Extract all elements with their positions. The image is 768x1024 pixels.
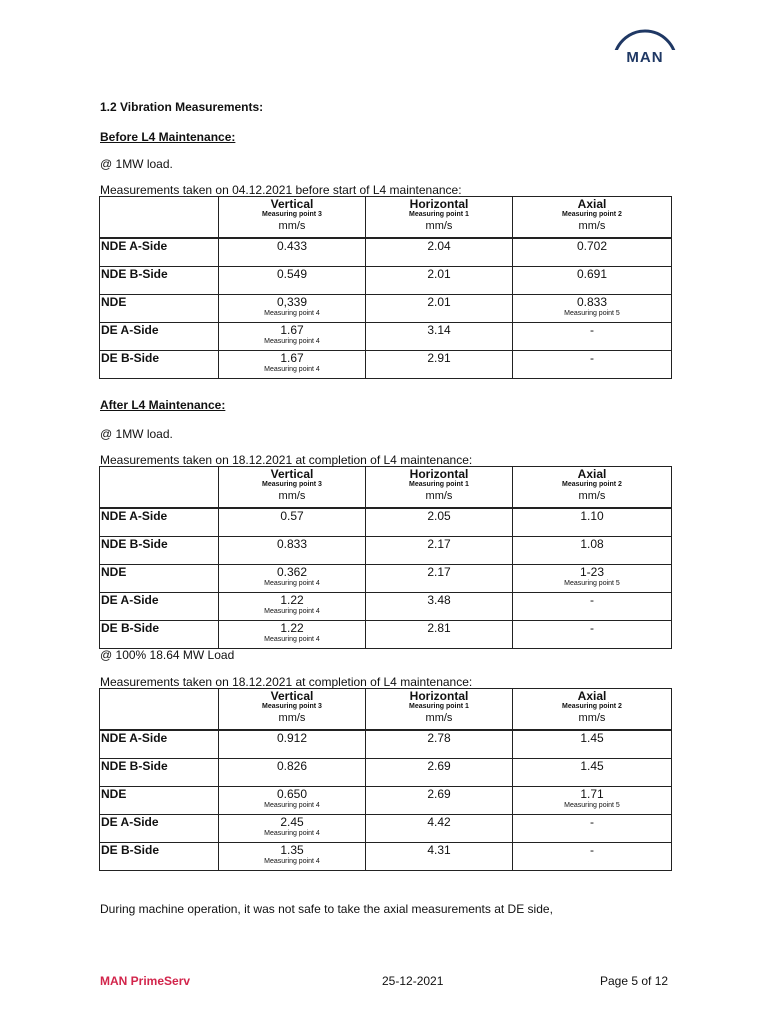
axial-value: - <box>590 815 594 829</box>
vertical-value: 0.650 <box>276 787 308 801</box>
table-row <box>100 730 672 759</box>
header-unit: mm/s <box>425 712 453 724</box>
table-row <box>100 787 672 815</box>
vertical-value: 1.22 <box>280 621 304 635</box>
horizontal-value: 2.81 <box>427 621 451 635</box>
section-title: 1.2 Vibration Measurements: <box>100 100 264 114</box>
header-empty-cell <box>100 689 219 731</box>
table-header-row <box>100 467 672 509</box>
header-cell <box>219 197 366 239</box>
axial-cell <box>513 730 672 759</box>
axial-note: Measuring point 5 <box>564 802 620 809</box>
axial-value: 1.45 <box>580 731 604 745</box>
before-load: @ 1MW load. <box>100 157 173 171</box>
table-row <box>100 593 672 621</box>
header-cell <box>513 197 672 239</box>
vertical-cell <box>219 351 366 379</box>
vertical-cell <box>219 593 366 621</box>
axial-note: Measuring point 5 <box>564 310 620 317</box>
row-label: NDE A-Side <box>100 508 219 537</box>
vertical-cell <box>219 843 366 871</box>
measurement-table-2 <box>99 466 672 649</box>
vertical-value: 0.362 <box>276 565 308 579</box>
axial-cell <box>513 621 672 649</box>
vertical-note: Measuring point 4 <box>264 338 320 345</box>
horizontal-value: 2.01 <box>427 267 451 281</box>
axial-value: - <box>590 621 594 635</box>
axial-note: Measuring point 5 <box>564 580 620 587</box>
header-name: Axial <box>577 197 607 211</box>
table-row <box>100 621 672 649</box>
table-row <box>100 323 672 351</box>
vertical-note: Measuring point 4 <box>264 802 320 809</box>
vertical-value: 0.826 <box>276 759 308 773</box>
vertical-value: 1.35 <box>280 843 304 857</box>
after-load: @ 1MW load. <box>100 427 173 441</box>
vertical-value: 1.67 <box>280 323 304 337</box>
horizontal-value: 2.04 <box>427 239 451 253</box>
horizontal-cell <box>366 730 513 759</box>
vertical-value: 0.57 <box>280 509 304 523</box>
horizontal-cell <box>366 565 513 593</box>
row-label: DE A-Side <box>100 323 219 351</box>
horizontal-value: 2.91 <box>427 351 451 365</box>
table-row <box>100 351 672 379</box>
header-name: Horizontal <box>409 197 469 211</box>
axial-cell <box>513 759 672 787</box>
vertical-cell <box>219 565 366 593</box>
vertical-cell <box>219 730 366 759</box>
header-measuring-point: Measuring point 1 <box>409 211 469 218</box>
header-unit: mm/s <box>278 220 306 232</box>
header-measuring-point: Measuring point 2 <box>562 703 622 710</box>
axial-cell <box>513 508 672 537</box>
horizontal-cell <box>366 537 513 565</box>
row-label: NDE B-Side <box>100 537 219 565</box>
vertical-cell <box>219 787 366 815</box>
vertical-cell <box>219 323 366 351</box>
axial-cell <box>513 537 672 565</box>
table-row <box>100 565 672 593</box>
vertical-note: Measuring point 4 <box>264 636 320 643</box>
vertical-note: Measuring point 4 <box>264 608 320 615</box>
vertical-cell <box>219 537 366 565</box>
vertical-note: Measuring point 4 <box>264 310 320 317</box>
table3-caption: Measurements taken on 18.12.2021 at completion of L4 maintenance: <box>100 675 473 689</box>
header-unit: mm/s <box>578 712 606 724</box>
axial-value: 1.45 <box>580 759 604 773</box>
row-label: DE A-Side <box>100 815 219 843</box>
table-row <box>100 267 672 295</box>
row-label: NDE A-Side <box>100 238 219 267</box>
header-unit: mm/s <box>578 490 606 502</box>
table-row <box>100 537 672 565</box>
row-label: NDE B-Side <box>100 759 219 787</box>
footer-date: 25-12-2021 <box>382 974 444 988</box>
header-empty-cell <box>100 467 219 509</box>
vertical-value: 0.912 <box>276 731 308 745</box>
axial-cell <box>513 815 672 843</box>
vertical-cell <box>219 238 366 267</box>
horizontal-cell <box>366 267 513 295</box>
horizontal-cell <box>366 508 513 537</box>
axial-cell <box>513 787 672 815</box>
logo-text: MAN <box>626 49 664 66</box>
header-name: Axial <box>577 689 607 703</box>
axial-value: 0.833 <box>576 295 608 309</box>
vertical-cell <box>219 295 366 323</box>
axial-cell <box>513 351 672 379</box>
horizontal-value: 2.05 <box>427 509 451 523</box>
horizontal-value: 2.17 <box>427 565 451 579</box>
table-header-row <box>100 689 672 731</box>
vertical-cell <box>219 508 366 537</box>
table1-caption: Measurements taken on 04.12.2021 before start of L4 maintenance: <box>100 183 462 197</box>
vertical-note: Measuring point 4 <box>264 858 320 865</box>
axial-cell <box>513 565 672 593</box>
table2-caption: Measurements taken on 18.12.2021 at completion of L4 maintenance: <box>100 453 473 467</box>
horizontal-value: 2.78 <box>427 731 451 745</box>
header-cell <box>366 197 513 239</box>
footer-brand: MAN PrimeServ <box>100 974 191 988</box>
vertical-note: Measuring point 4 <box>264 366 320 373</box>
horizontal-value: 4.31 <box>427 843 451 857</box>
axial-value: 0.691 <box>576 267 608 281</box>
row-label: DE B-Side <box>100 843 219 871</box>
row-label: NDE <box>100 787 219 815</box>
horizontal-value: 4.42 <box>427 815 451 829</box>
note-text: During machine operation, it was not safe to take the axial measurements at DE side, <box>100 902 553 916</box>
table-row <box>100 759 672 787</box>
row-label: NDE A-Side <box>100 730 219 759</box>
header-measuring-point: Measuring point 3 <box>262 703 322 710</box>
table-row <box>100 843 672 871</box>
axial-cell <box>513 843 672 871</box>
axial-value: - <box>590 323 594 337</box>
vertical-value: 0.433 <box>276 239 308 253</box>
header-empty-cell <box>100 197 219 239</box>
header-name: Vertical <box>270 467 314 481</box>
axial-value: 0.702 <box>576 239 608 253</box>
vertical-cell <box>219 267 366 295</box>
header-cell <box>513 689 672 731</box>
horizontal-cell <box>366 351 513 379</box>
table-row <box>100 295 672 323</box>
vertical-value: 0,339 <box>276 295 308 309</box>
horizontal-value: 2.17 <box>427 537 451 551</box>
axial-value: 1.08 <box>580 537 604 551</box>
measurement-table-1 <box>99 196 672 379</box>
header-unit: mm/s <box>278 490 306 502</box>
row-label: DE B-Side <box>100 351 219 379</box>
table-row <box>100 238 672 267</box>
row-label: NDE <box>100 295 219 323</box>
row-label: DE A-Side <box>100 593 219 621</box>
header-measuring-point: Measuring point 2 <box>562 211 622 218</box>
horizontal-cell <box>366 593 513 621</box>
horizontal-cell <box>366 815 513 843</box>
horizontal-cell <box>366 759 513 787</box>
axial-value: - <box>590 593 594 607</box>
axial-cell <box>513 323 672 351</box>
full-load: @ 100% 18.64 MW Load <box>100 648 235 662</box>
axial-cell <box>513 267 672 295</box>
header-unit: mm/s <box>425 220 453 232</box>
measurement-table-3 <box>99 688 672 871</box>
table-row <box>100 815 672 843</box>
header-cell <box>513 467 672 509</box>
vertical-value: 0.833 <box>276 537 308 551</box>
row-label: NDE <box>100 565 219 593</box>
header-cell <box>219 689 366 731</box>
horizontal-cell <box>366 787 513 815</box>
header-cell <box>366 467 513 509</box>
horizontal-cell <box>366 238 513 267</box>
header-cell <box>219 467 366 509</box>
row-label: NDE B-Side <box>100 267 219 295</box>
header-measuring-point: Measuring point 1 <box>409 481 469 488</box>
header-cell <box>366 689 513 731</box>
horizontal-value: 3.48 <box>427 593 451 607</box>
table-header-row <box>100 197 672 239</box>
header-measuring-point: Measuring point 1 <box>409 703 469 710</box>
horizontal-value: 2.01 <box>427 295 451 309</box>
header-measuring-point: Measuring point 2 <box>562 481 622 488</box>
horizontal-value: 3.14 <box>427 323 451 337</box>
vertical-value: 0.549 <box>276 267 308 281</box>
axial-cell <box>513 295 672 323</box>
header-name: Axial <box>577 467 607 481</box>
horizontal-cell <box>366 621 513 649</box>
header-unit: mm/s <box>425 490 453 502</box>
axial-value: 1.10 <box>580 509 604 523</box>
table-row <box>100 508 672 537</box>
axial-cell <box>513 238 672 267</box>
man-logo <box>608 28 682 68</box>
header-name: Horizontal <box>409 467 469 481</box>
axial-value: 1.71 <box>580 787 604 801</box>
horizontal-value: 2.69 <box>427 759 451 773</box>
header-name: Vertical <box>270 689 314 703</box>
header-unit: mm/s <box>578 220 606 232</box>
header-measuring-point: Measuring point 3 <box>262 481 322 488</box>
vertical-value: 2.45 <box>280 815 304 829</box>
header-unit: mm/s <box>278 712 306 724</box>
vertical-value: 1.67 <box>280 351 304 365</box>
horizontal-cell <box>366 843 513 871</box>
axial-value: - <box>590 351 594 365</box>
vertical-value: 1.22 <box>280 593 304 607</box>
axial-cell <box>513 593 672 621</box>
axial-value: 1-23 <box>579 565 605 579</box>
horizontal-value: 2.69 <box>427 787 451 801</box>
after-heading: After L4 Maintenance: <box>100 398 226 412</box>
before-heading: Before L4 Maintenance: <box>100 130 236 144</box>
vertical-note: Measuring point 4 <box>264 580 320 587</box>
vertical-note: Measuring point 4 <box>264 830 320 837</box>
axial-value: - <box>590 843 594 857</box>
header-name: Vertical <box>270 197 314 211</box>
row-label: DE B-Side <box>100 621 219 649</box>
footer-page: Page 5 of 12 <box>600 974 669 988</box>
horizontal-cell <box>366 295 513 323</box>
header-name: Horizontal <box>409 689 469 703</box>
horizontal-cell <box>366 323 513 351</box>
header-measuring-point: Measuring point 3 <box>262 211 322 218</box>
vertical-cell <box>219 621 366 649</box>
vertical-cell <box>219 759 366 787</box>
vertical-cell <box>219 815 366 843</box>
